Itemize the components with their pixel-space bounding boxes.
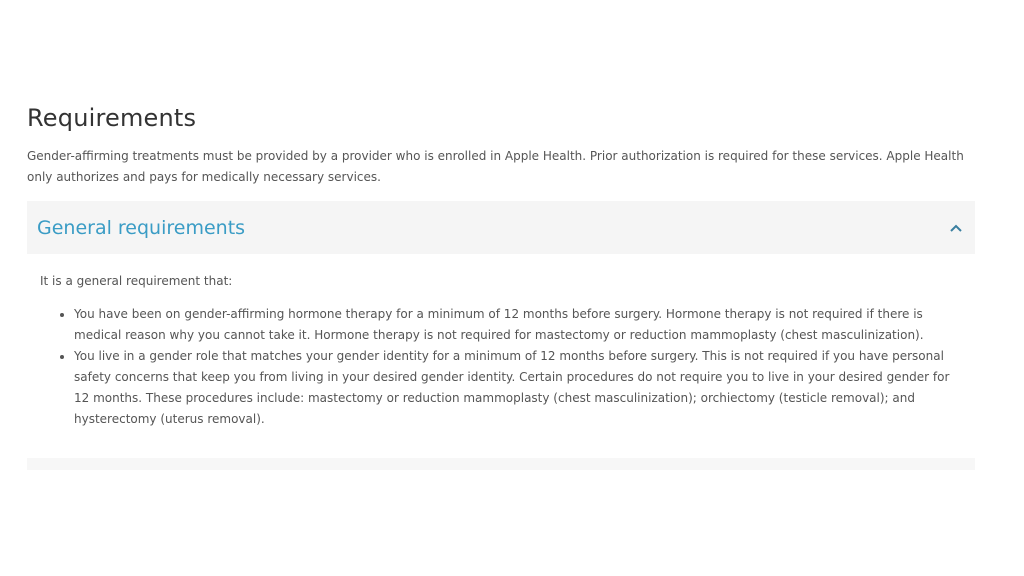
general-requirements-accordion bbox=[27, 201, 975, 470]
requirements-list bbox=[40, 304, 961, 430]
list-item: • You have been on gender-affirming hormone therapy for a minimum of 12 months before surgery. Hormone therapy is not required if there is medical reason why you cannot take it. Hormone therapy is not required for mastectomy or reduction mammoplasty (chest masculinization). bbox=[74, 304, 961, 346]
chevron-up-icon[interactable] bbox=[949, 221, 963, 235]
accordion-footer bbox=[27, 458, 975, 470]
accordion-lead: It is a general requirement that: bbox=[40, 274, 233, 288]
accordion-body bbox=[27, 254, 975, 430]
list-item: • You live in a gender role that matches your gender identity for a minimum of 12 months before surgery. This is not required if you have personal safety concerns that keep you from living in your desired gender identity. Certain procedures do not require you to live in your desired gender for 12 months. These procedures include: mastectomy or reduction mammoplasty (chest masculinization); orchiectomy (testicle removal); and hysterectomy (uterus removal). bbox=[74, 346, 961, 430]
page-title: Requirements bbox=[27, 104, 197, 132]
accordion-title: General requirements bbox=[37, 216, 246, 239]
accordion-header[interactable] bbox=[27, 201, 975, 254]
intro-text: Gender-affirming treatments must be provided by a provider who is enrolled in Apple Health. Prior authorization is required for these services. Apple Health only authorizes and pays for medically necessary services. bbox=[27, 149, 964, 184]
